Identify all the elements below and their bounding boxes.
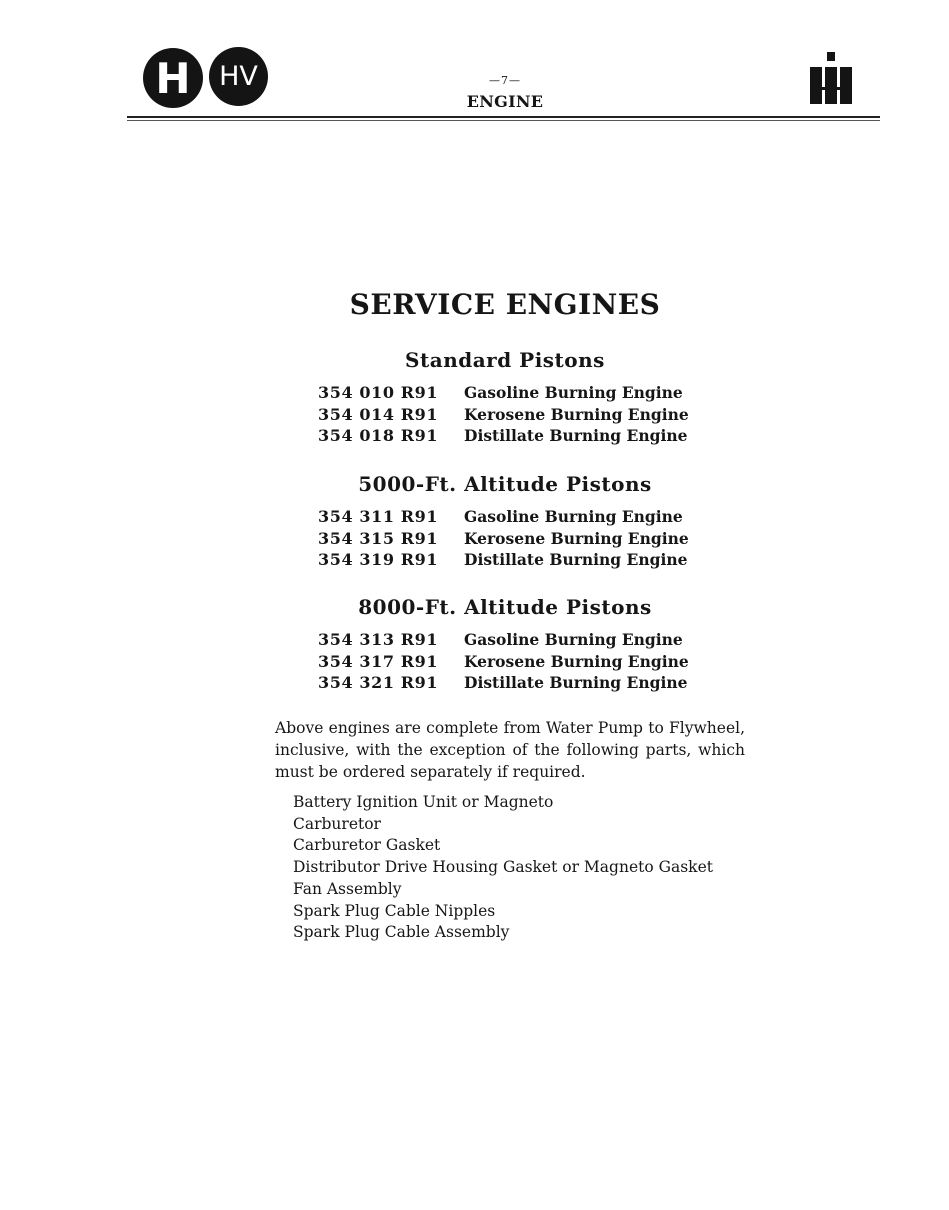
table-row: [318, 651, 738, 673]
table-row: [318, 506, 738, 528]
header-rule-thin: [127, 120, 880, 121]
section-title: ENGINE: [466, 92, 544, 111]
h-model-badge: H: [143, 48, 203, 108]
table-row: [318, 629, 738, 651]
exclusion-note: Above engines are complete from Water Pump to Flywheel, inclusive, with the exception of the following parts, which must be ordered separately if required.: [275, 719, 745, 781]
part-number: 354 311 R91: [318, 507, 439, 526]
table-row: [318, 382, 738, 404]
hv-model-badge: HV: [209, 47, 268, 106]
part-number: 354 313 R91: [318, 630, 439, 649]
part-description: Distillate Burning Engine: [464, 550, 688, 569]
table-row: [318, 549, 738, 571]
part-description: Gasoline Burning Engine: [464, 507, 683, 526]
part-number: 354 317 R91: [318, 651, 439, 671]
table-row: [318, 528, 738, 550]
part-number: 354 014 R91: [318, 404, 439, 424]
list-item: Spark Plug Cable Nipples: [293, 901, 496, 920]
list-item: Battery Ignition Unit or Magneto: [293, 793, 554, 811]
part-number: 354 319 R91: [318, 550, 439, 569]
group-heading-5000ft: 5000-Ft. Altitude Pistons: [358, 472, 652, 496]
part-description: Kerosene Burning Engine: [464, 651, 689, 671]
list-item: Distributor Drive Housing Gasket or Magneto Gasket: [293, 858, 713, 877]
part-number: 354 010 R91: [318, 383, 439, 402]
part-description: Gasoline Burning Engine: [464, 383, 683, 402]
part-description: Distillate Burning Engine: [464, 673, 688, 692]
part-description: Gasoline Burning Engine: [464, 630, 683, 649]
part-description: Distillate Burning Engine: [464, 426, 688, 445]
part-number: 354 018 R91: [318, 426, 439, 445]
group-heading-8000ft: 8000-Ft. Altitude Pistons: [358, 595, 652, 619]
excluded-parts-list: [293, 792, 713, 944]
group-heading-standard: Standard Pistons: [405, 348, 605, 372]
part-description: Kerosene Burning Engine: [464, 404, 689, 424]
engine-table-5000ft: [318, 506, 738, 571]
page-number: —7—: [489, 74, 521, 87]
part-description: Kerosene Burning Engine: [464, 528, 689, 548]
header-rule: [127, 116, 880, 118]
part-number: 354 321 R91: [318, 673, 439, 692]
page-title: SERVICE ENGINES: [349, 288, 661, 321]
part-number: 354 315 R91: [318, 528, 439, 548]
engine-table-standard: [318, 382, 738, 447]
list-item: Spark Plug Cable Assembly: [293, 923, 510, 942]
engine-table-8000ft: [318, 629, 738, 694]
list-item: Fan Assembly: [293, 879, 402, 898]
table-row: [318, 404, 738, 426]
table-row: [318, 672, 738, 694]
list-item: Carburetor Gasket: [293, 836, 441, 855]
list-item: Carburetor: [293, 814, 381, 833]
table-row: [318, 425, 738, 447]
